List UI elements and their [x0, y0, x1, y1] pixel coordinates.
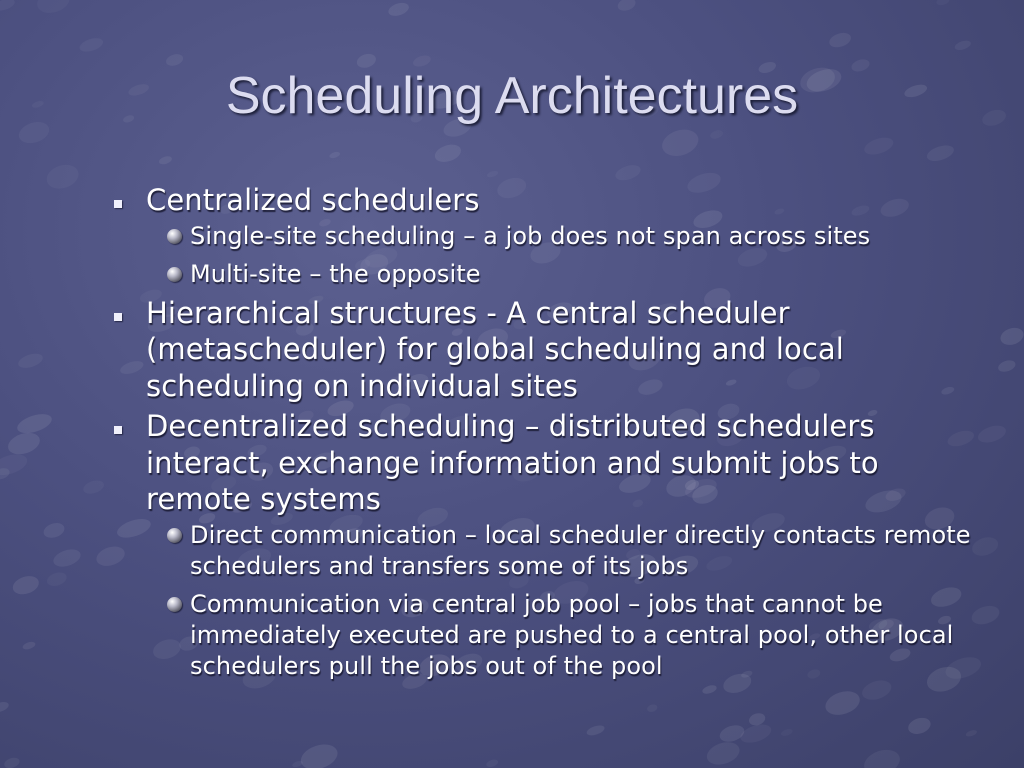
sphere-bullet-icon: [167, 267, 182, 282]
square-bullet-icon: [114, 200, 122, 208]
sub-bullet-text: Direct communication – local scheduler directly contacts remote schedulers and transfers some of its jobs: [190, 520, 971, 580]
sphere-bullet-icon: [167, 528, 182, 543]
sub-bullet-list: [112, 520, 992, 682]
sphere-bullet-icon: [167, 229, 182, 244]
bullet-item: [112, 182, 992, 219]
square-bullet-icon: [114, 426, 122, 434]
sub-bullet-text: Communication via central job pool – jobs that cannot be immediately executed are pushed to a central pool, other local schedulers pull the jobs out of the pool: [190, 589, 954, 680]
sub-bullet-item: [112, 520, 992, 582]
sub-bullet-item: [112, 259, 992, 290]
sub-bullet-list: [112, 221, 992, 290]
bullet-item: [112, 295, 992, 405]
bullet-text: Hierarchical structures - A central scheduler (metascheduler) for global scheduling and local scheduling on individual sites: [146, 295, 844, 403]
bullet-text: Centralized schedulers: [146, 183, 480, 217]
bullet-list: [112, 182, 992, 682]
sub-bullet-text: Multi-site – the opposite: [190, 259, 481, 288]
sub-bullet-item: [112, 589, 992, 682]
sphere-bullet-icon: [167, 597, 182, 612]
bullet-text: Decentralized scheduling – distributed schedulers interact, exchange information and submit jobs to remote systems: [146, 409, 879, 516]
sub-bullet-text: Single-site scheduling – a job does not span across sites: [190, 221, 871, 250]
bullet-item: [112, 408, 992, 518]
square-bullet-icon: [114, 313, 122, 321]
sub-bullet-item: [112, 221, 992, 252]
slide-title: Scheduling Architectures: [225, 67, 799, 125]
